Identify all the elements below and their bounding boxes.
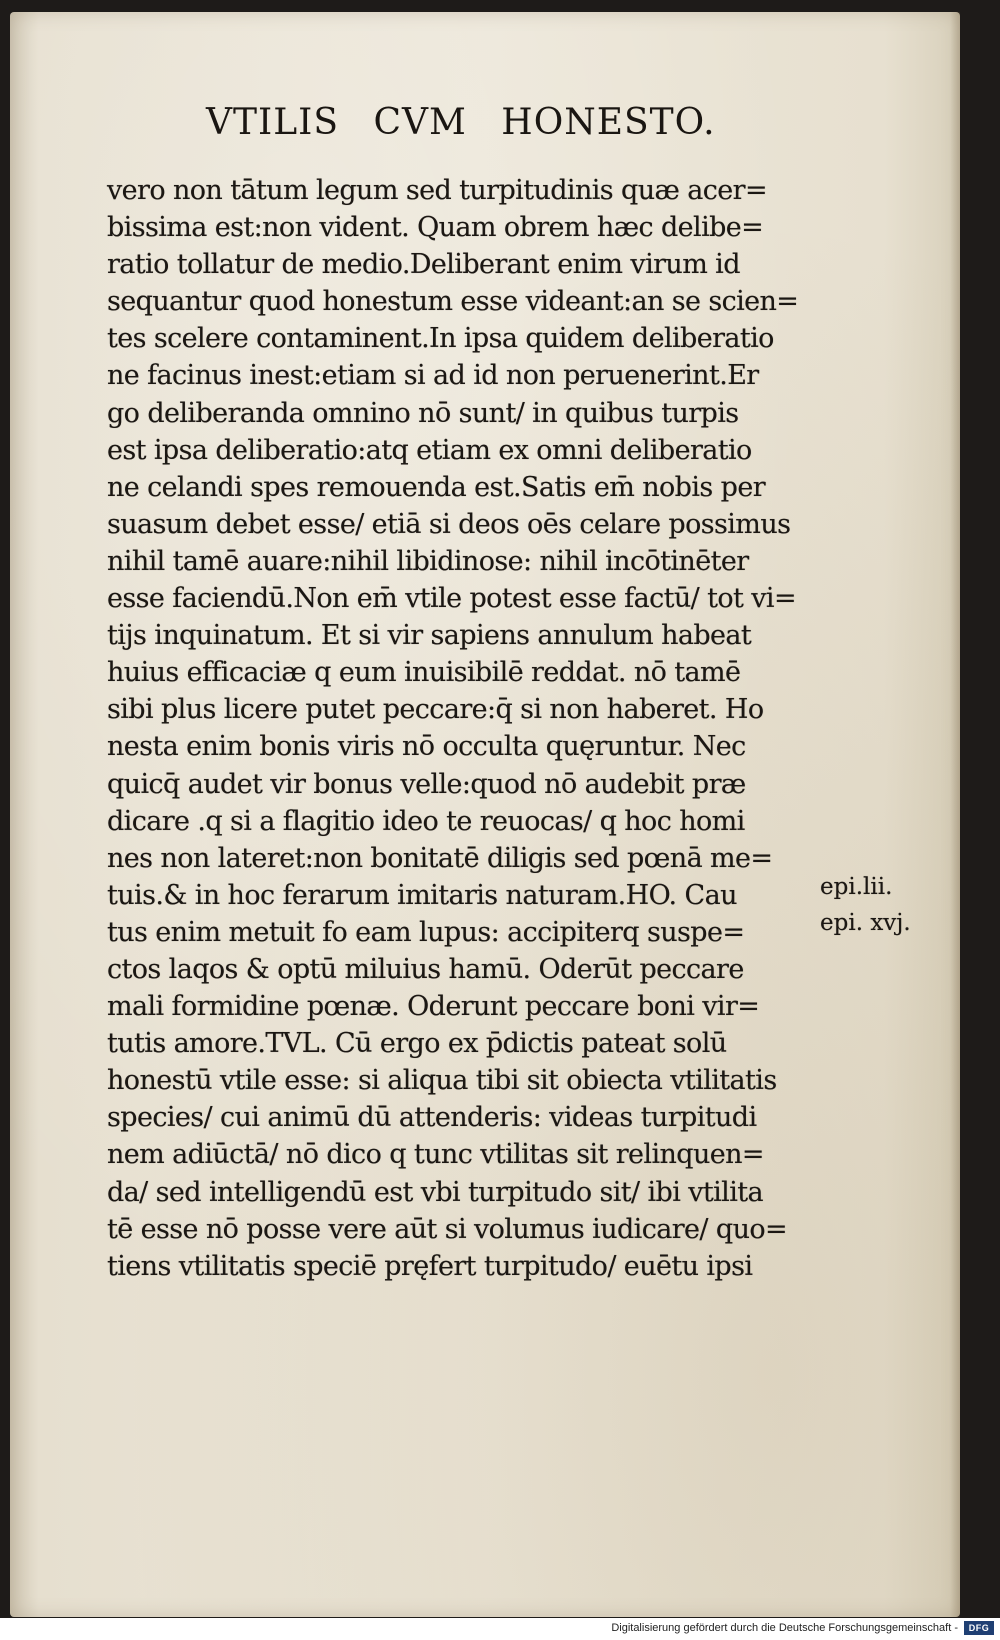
text-line: dicare .q si a flagitio ideo te reuocas/ q hoc homi <box>107 805 745 837</box>
marginal-note: epi. xvj. <box>820 910 911 936</box>
digitization-footer <box>0 1618 1000 1640</box>
text-line: sibi plus licere putet peccare:q̄ si non haberet. Ho <box>107 694 764 726</box>
text-line: tē esse nō posse vere aūt si volumus iudicare/ quo= <box>107 1213 788 1245</box>
text-line: est ipsa deliberatio:atq etiam ex omni deliberatio <box>107 434 752 466</box>
text-line: ne facinus inest:etiam si ad id non peruenerint.Er <box>107 360 759 392</box>
marginal-note: epi.lii. <box>820 874 893 900</box>
text-line: bissima est:non vident. Quam obrem hæc delibe= <box>107 212 764 244</box>
text-line: tuis.& in hoc ferarum imitaris naturam.HO. Cau <box>107 879 737 911</box>
funding-credit: Digitalisierung gefördert durch die Deutsche Forschungsgemeinschaft - <box>611 1622 958 1634</box>
body-text-block <box>107 172 827 1285</box>
dfg-logo: DFG <box>964 1621 994 1635</box>
text-line: species/ cui animū dū attenderis: videas turpitudi <box>107 1102 757 1134</box>
text-line: esse faciendū.Non em̄ vtile potest esse factū/ tot vi= <box>107 583 796 615</box>
text-line: quicq̄ audet vir bonus velle:quod nō audebit præ <box>107 768 746 800</box>
text-line: go deliberanda omnino nō sunt/ in quibus turpis <box>107 397 739 429</box>
text-line: mali formidine pœnæ. Oderunt peccare boni vir= <box>107 991 760 1023</box>
text-line: ne celandi spes remouenda est.Satis em̄ nobis per <box>107 471 766 503</box>
text-line: tutis amore.TVL. Cū ergo ex p̄dictis pateat solū <box>107 1028 727 1060</box>
text-line: ratio tollatur de medio.Deliberant enim virum id <box>107 249 740 281</box>
text-line: tijs inquinatum. Et si vir sapiens annulum habeat <box>107 620 752 652</box>
text-line: ctos laqos & optū miluius hamū. Oderūt peccare <box>107 953 744 985</box>
text-line: sequantur quod honestum esse videant:an se scien= <box>107 286 799 318</box>
page-edge-shadow <box>950 12 960 1617</box>
text-line: honestū vtile esse: si aliqua tibi sit obiecta vtilitatis <box>107 1065 777 1097</box>
text-line: suasum debet esse/ etiā si deos oēs celare possimus <box>107 508 791 540</box>
text-line: vero non tātum legum sed turpitudinis quæ acer= <box>107 175 767 206</box>
text-line: nem adiūctā/ nō dico q tunc vtilitas sit relinquen= <box>107 1139 764 1171</box>
text-line: tus enim metuit fo eam lupus: accipiterq suspe= <box>107 916 745 948</box>
text-line: nesta enim bonis viris nō occulta quęruntur. Nec <box>107 731 746 763</box>
text-line: da/ sed intelligendū est vbi turpitudo sit/ ibi vtilita <box>107 1176 763 1208</box>
text-line: tes scelere contaminent.In ipsa quidem deliberatio <box>107 323 774 355</box>
text-line: huius efficaciæ q eum inuisibilē reddat. nō tamē <box>107 657 741 689</box>
running-head: VTILIS CVM HONESTO. <box>206 102 716 143</box>
text-line: nihil tamē auare:nihil libidinose: nihil incōtinēter <box>107 545 749 577</box>
book-page <box>10 12 960 1617</box>
text-line: nes non lateret:non bonitatē diligis sed pœnā me= <box>107 842 773 874</box>
text-line: tiens vtilitatis speciē pręfert turpitudo/ euētu ipsi <box>107 1250 753 1282</box>
